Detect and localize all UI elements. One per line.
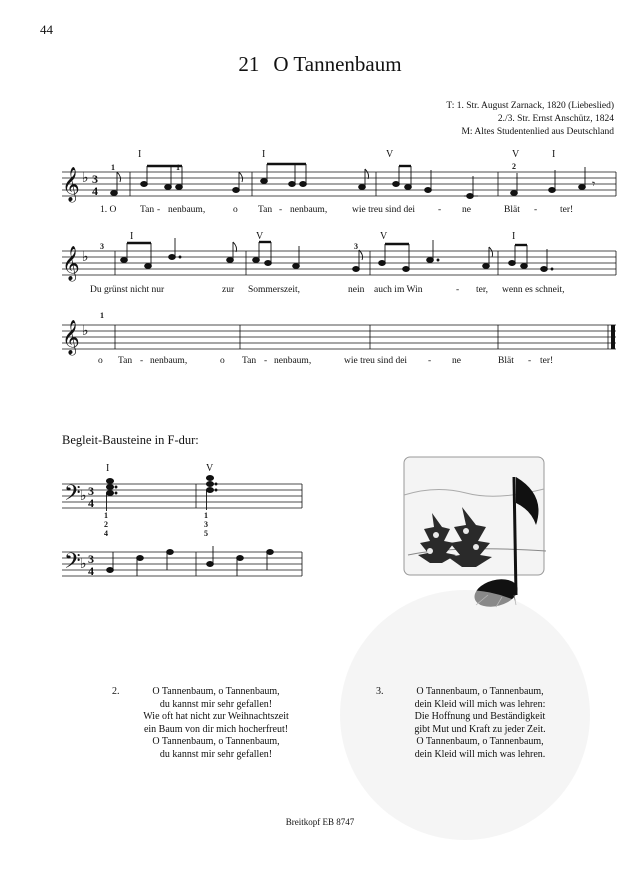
lyric-syllable: Blät [498, 356, 514, 366]
harmony-mark: V [256, 231, 264, 242]
lyric-syllable: - [157, 205, 161, 215]
verse-line: dein Kleid will mich was lehren: [414, 698, 546, 710]
svg-text:♭: ♭ [80, 489, 87, 504]
verse-line: O Tannenbaum, o Tannenbaum, [152, 736, 280, 747]
verse-line: ein Baum von dir mich hocherfreut! [143, 723, 289, 735]
lyric-syllable: Blät [504, 205, 520, 215]
song-number: 21 [238, 52, 260, 76]
svg-text:𝄞: 𝄞 [62, 247, 80, 280]
lyric-syllable: auch im Win [374, 285, 423, 295]
page-number: 44 [40, 22, 53, 37]
svg-text:♭: ♭ [82, 250, 89, 265]
lyrics-line-3 [0, 356, 640, 370]
lyrics-line-2 [0, 285, 640, 299]
verse-line: O Tannenbaum, o Tannenbaum, [152, 686, 280, 697]
verse-3 [376, 686, 566, 761]
verse-line: O Tannenbaum, o Tannenbaum, [416, 686, 544, 697]
fingering-mark: 1 [100, 311, 104, 320]
winter-tree-illustration [396, 455, 556, 610]
harmony-mark: V [386, 149, 394, 160]
fingering-mark: 3 [100, 242, 104, 251]
lyric-syllable: ne [452, 356, 461, 366]
lyric-syllable: Tan [118, 356, 133, 366]
lyric-syllable: - [428, 356, 432, 366]
svg-text:4: 4 [88, 564, 94, 578]
lyric-syllable: Tan [258, 205, 273, 215]
lyric-syllable: wie treu sind dei [352, 205, 416, 215]
svg-text:♭: ♭ [80, 557, 87, 572]
verse-number: 2. [112, 686, 120, 697]
svg-text:𝄢: 𝄢 [64, 481, 81, 510]
lyric-syllable: nenbaum, [274, 356, 312, 366]
lyric-syllable: nenbaum, [290, 205, 328, 215]
verse-line: du kannst mir sehr gefallen! [159, 748, 273, 760]
fingering-mark: 1 [176, 163, 180, 172]
lyric-syllable: Tan [140, 205, 155, 215]
svg-text:♭: ♭ [82, 324, 89, 339]
verse-line: Wie oft hat nicht zur Weihnachtszeit [143, 711, 289, 722]
lyric-syllable: zur [222, 285, 235, 295]
harmony-mark: V [512, 149, 520, 160]
fingering-stack: 1 3 5 [204, 511, 208, 538]
harmony-mark: I [512, 231, 516, 242]
verse-line: du kannst mir sehr gefallen! [159, 698, 273, 710]
verse-line: O Tannenbaum, o Tannenbaum, [416, 736, 544, 747]
lyric-syllable: - [438, 205, 442, 215]
lyric-syllable: ter! [560, 205, 574, 215]
harmony-mark: I [130, 231, 134, 242]
lyrics-line-1 [0, 205, 640, 219]
lyric-syllable: o [220, 356, 225, 366]
credit-text-1: T: 1. Str. August Zarnack, 1820 (Liebeslied) [446, 101, 614, 111]
lyric-syllable: - [140, 356, 144, 366]
harmony-mark: I [552, 149, 556, 160]
svg-text:4: 4 [92, 184, 98, 198]
verse-number: 3. [376, 686, 384, 697]
lyric-syllable: - [264, 356, 268, 366]
lyric-syllable: - [528, 356, 532, 366]
lyric-syllable: ne [462, 205, 471, 215]
fingering-mark: 1 [111, 163, 115, 172]
svg-text:𝄞: 𝄞 [62, 168, 80, 201]
lyric-syllable: ter, [476, 285, 489, 295]
lyric-syllable: o [233, 205, 238, 215]
fingering-mark: 2 [512, 162, 516, 171]
lyric-syllable: Du grünst nicht nur [90, 285, 165, 295]
lyric-syllable: o [98, 356, 103, 366]
lyric-syllable: Sommerszeit, [248, 285, 300, 295]
lyric-syllable: wenn es schneit, [502, 285, 565, 295]
lyric-syllable: nenbaum, [150, 356, 188, 366]
harmony-mark: I [138, 149, 142, 160]
svg-text:𝄞: 𝄞 [62, 321, 80, 354]
credit-text-2: 2./3. Str. Ernst Anschütz, 1824 [497, 114, 614, 124]
publisher-footer: Breitkopf EB 8747 [285, 817, 355, 827]
credit-melody: M: Altes Studentenlied aus Deutschland [461, 127, 614, 137]
accompaniment-heading: Begleit-Bausteine in F-dur: [62, 433, 199, 447]
svg-text:𝄢: 𝄢 [64, 549, 81, 578]
fingering-stack: 1 2 4 [104, 511, 108, 538]
harmony-mark: V [380, 231, 388, 242]
lyric-syllable: Tan [242, 356, 257, 366]
lyric-syllable: - [456, 285, 460, 295]
harmony-mark: I [262, 149, 266, 160]
verse-line: dein Kleid will mich was lehren. [414, 748, 546, 760]
lyric-syllable: - [534, 205, 538, 215]
lyric-syllable: - [279, 205, 283, 215]
svg-text:3: 3 [88, 484, 94, 498]
lyric-syllable: nenbaum, [168, 205, 206, 215]
harmony-mark: V [206, 463, 214, 474]
verse-line: gibt Mut und Kraft zu jeder Zeit. [414, 723, 546, 735]
song-title-text: O Tannenbaum [273, 52, 402, 76]
svg-text:3: 3 [92, 172, 98, 186]
lyric-syllable: wie treu sind dei [344, 356, 408, 366]
harmony-mark: I [106, 463, 110, 474]
lyric-syllable: 1. O [100, 205, 117, 215]
lyric-syllable: nein [348, 285, 365, 295]
svg-text:𝄾: 𝄾 [592, 177, 596, 191]
svg-text:4: 4 [88, 496, 94, 510]
svg-text:♭: ♭ [82, 171, 89, 186]
verse-line: Die Hoffnung und Beständigkeit [414, 711, 546, 722]
fingering-mark: 3 [354, 242, 358, 251]
lyric-syllable: ter! [540, 356, 554, 366]
verse-2 [112, 686, 302, 761]
svg-text:3: 3 [88, 552, 94, 566]
